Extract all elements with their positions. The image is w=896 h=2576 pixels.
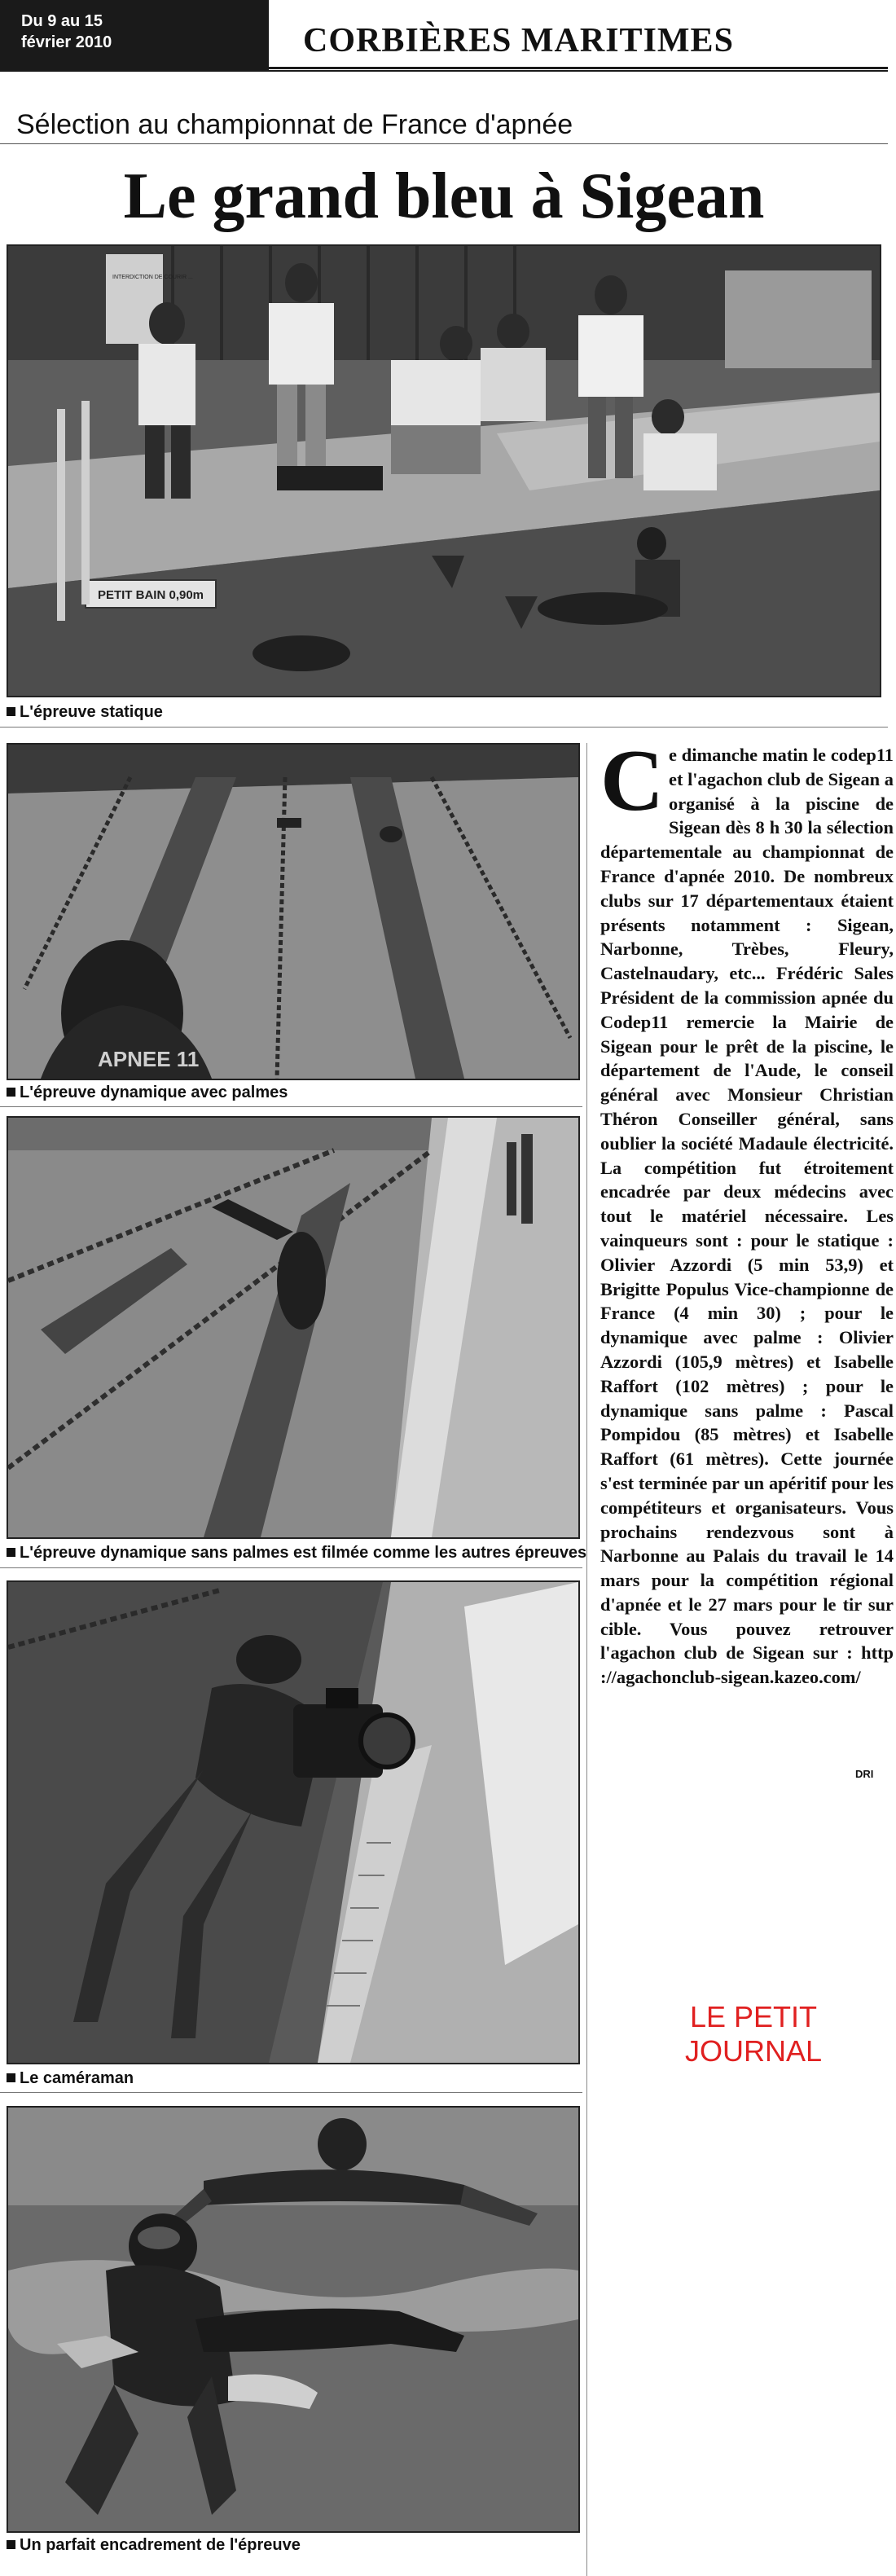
headline: Le grand bleu à Sigean xyxy=(123,160,765,232)
separator xyxy=(0,2092,582,2093)
newspaper-logo xyxy=(648,2000,859,2068)
photo-cameraman-image xyxy=(8,1582,578,2063)
caption-supervision xyxy=(7,2536,301,2555)
logo-line-2: JOURNAL xyxy=(684,2034,823,2068)
column-rule xyxy=(586,743,587,2576)
caption-cameraman-text: Le caméraman xyxy=(20,2069,134,2087)
separator xyxy=(0,727,888,728)
caption-static-text: L'épreuve statique xyxy=(20,703,163,721)
photo-supervision xyxy=(7,2106,580,2533)
date-box xyxy=(0,0,269,70)
date-line-2: février 2010 xyxy=(21,33,112,51)
photo-dynamic-fins xyxy=(7,743,580,1080)
caption-supervision-text: Un parfait encadrement de l'épreuve xyxy=(20,2536,301,2554)
header-rule xyxy=(269,67,888,69)
caption-static xyxy=(7,703,163,722)
caption-dynamic-fins xyxy=(7,1084,288,1102)
drop-cap: C xyxy=(600,732,664,829)
shirt-text: APNEE 11 xyxy=(98,1047,200,1071)
logo-line-1: LE PETIT xyxy=(689,2000,818,2033)
caption-cameraman xyxy=(7,2069,134,2088)
kicker: Sélection au championnat de France d'apnée xyxy=(16,109,573,140)
pool-sign-text: PETIT BAIN 0,90m xyxy=(97,588,204,602)
photo-dynamic-fins-image xyxy=(8,745,578,1079)
photo-dynamic-no-fins-image xyxy=(8,1118,578,1537)
caption-dynamic-no-fins-text: L'épreuve dynamique sans palmes est filmée comme les autres épreuves xyxy=(20,1544,587,1562)
article-body xyxy=(600,732,894,1690)
caption-dynamic-no-fins xyxy=(7,1544,586,1563)
photo-cameraman xyxy=(7,1580,580,2064)
photo-supervision-image xyxy=(8,2108,578,2531)
photo-static-event xyxy=(7,244,881,697)
notice-board-text: INTERDICTION DE COURIR ... xyxy=(112,275,193,280)
separator xyxy=(0,1106,582,1107)
caption-dynamic-fins-text: L'épreuve dynamique avec palmes xyxy=(20,1084,288,1101)
article-text: e dimanche matin le codep11 et l'agachon club de Sigean a organisé à la piscine de Sigean dès 8 h 30 la sélection départementale au championnat de France d'apnée 2010. De nombreux clubs sur 17 départementaux étaient présents notamment : Sigean, Narbonne, Trèbes, Fleury, Castelnaudary, etc... Frédéric Sales Président de la commission apnée du Codep11 remercie la Mairie de Sigean pour le prêt de la piscine, le département de l'Aude, le conseil général avec Monsieur Christian Théron Conseiller général, sans oublier la société Madaule électricité. La compétition fut étroitement encadrée par deux médecins avec tout le matériel nécessaire. Les vainqueurs sont : pour le statique : Olivier Azzordi (5 min 53,9) et Brigitte Populus Vice-championne de France (4 min 30) ; pour le dynamique avec palme : Olivier Azzordi (105,9 mètres) et Isabelle Raffort (102 mètres) ; pour le dynamique sans palme : Pascal Pompidou (85 mètres) et Isabelle Raffort (61 mètres). Cette journée s'est terminée par un apéritif pour les compétiteurs et organisateurs. Vous prochains rendezvous sont à Narbonne au Palais du travail le 14 mars pour la compétition régional d'apnée et le 27 mars pour le tir sur cible. Vous pouvez retrouver l'agachon club de Sigean sur : http ://agachonclub-sigean.kazeo.com/ xyxy=(600,745,894,1688)
photo-dynamic-no-fins xyxy=(7,1116,580,1539)
date-line-1: Du 9 au 15 xyxy=(21,12,103,30)
author-signature: DRI xyxy=(855,1768,874,1780)
section-title: CORBIÈRES MARITIMES xyxy=(303,22,734,59)
photo-static-image xyxy=(8,246,880,696)
header-line xyxy=(0,70,888,72)
kicker-rule xyxy=(0,143,888,144)
separator xyxy=(0,1567,582,1568)
